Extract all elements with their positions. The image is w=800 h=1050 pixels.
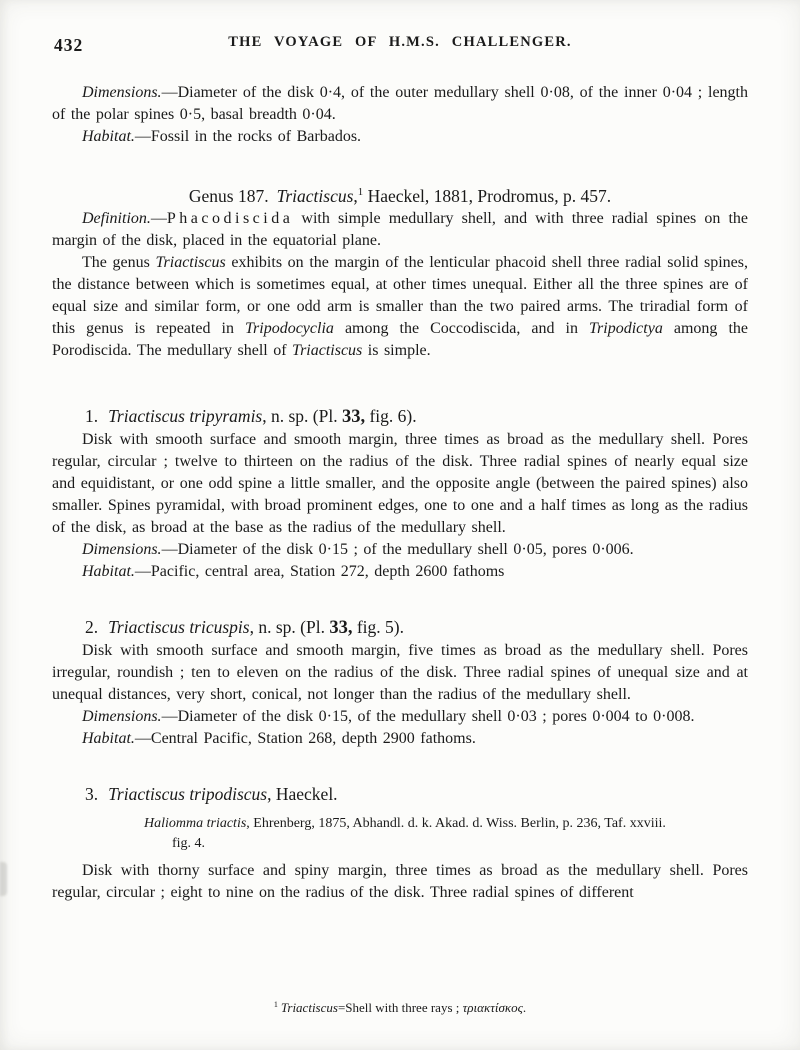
page-number: 432 (54, 35, 84, 55)
species-number: 3. (85, 784, 99, 804)
species-number: 1. (85, 406, 99, 426)
synonym-figure: fig. 4. (172, 836, 206, 851)
plate-number: 33, (341, 407, 366, 427)
genus-name: Triactiscus (276, 186, 354, 206)
scan-artifact (0, 862, 7, 896)
dimensions-text: —Diameter of the disk 0·4, of the outer medullary shell 0·08, of the inner 0·04 ; length of the polar spines 0·5, basal breadth 0·04. (52, 84, 748, 123)
plate-number: 33, (329, 618, 353, 638)
habitat-text: —Fossil in the rocks of Barbados. (134, 128, 362, 145)
genus-name-italic: Tripodocyclia (245, 320, 334, 337)
heading-text: , Haeckel. (267, 784, 338, 804)
synonym-species-name: Haliomma triactis (144, 816, 247, 831)
em-dash: — (150, 210, 167, 227)
species-2-habitat (52, 728, 748, 750)
habitat-label: Habitat. (82, 563, 135, 580)
dimensions-paragraph (52, 82, 748, 126)
synonym-line-1 (144, 814, 748, 834)
dimensions-text: —Diameter of the disk 0·15 ; of the medullary shell 0·05, pores 0·006. (161, 541, 634, 558)
species-3-description: Disk with thorny surface and spiny margin, three times as broad as the medullary shell. Pores regular, circular ; eight to nine on the radius of the disk. Three radial spines of different (52, 862, 748, 901)
genus-number: Genus 187. (188, 186, 269, 206)
species-number: 2. (85, 617, 99, 637)
heading-text: , n. sp. (Pl. (249, 617, 330, 637)
dimensions-label: Dimensions. (82, 84, 162, 101)
footnote (0, 999, 800, 1016)
genus-description (52, 252, 748, 362)
definition-paragraph (52, 208, 748, 252)
family-name-spaced: Phacodiscida (166, 210, 294, 227)
habitat-paragraph (52, 126, 748, 148)
synonym-reference: , Ehrenberg, 1875, Abhandl. d. k. Akad. d. Wiss. Berlin, p. 236, Taf. xxviii. (246, 816, 666, 831)
genus-heading (52, 184, 748, 208)
dimensions-label: Dimensions. (82, 541, 162, 558)
species-1-dimensions (52, 539, 748, 561)
species-1-habitat (52, 561, 748, 583)
text-segment: The genus (82, 254, 156, 271)
genus-name-comma: , (353, 186, 358, 206)
heading-text: , n. sp. (Pl. (262, 406, 342, 426)
definition-label: Definition. (82, 210, 151, 227)
genus-name-italic: Tripodictya (589, 320, 663, 337)
figure-text: fig. 5). (352, 617, 404, 637)
footnote-greek-term: τριακτίσκος (462, 1000, 523, 1015)
text-segment: among the Coccodiscida, and in (333, 320, 590, 337)
footnote-marker: 1 (357, 186, 364, 199)
footnote-genus-name: Triactiscus (280, 1000, 338, 1015)
species-2-description: Disk with smooth surface and smooth margin, five times as broad as the medullary shell. Pores irregular, roundish ; ten to eleven on the radius of the disk. Three radial spines of unequal size and at unequal distances, very short, conical, not longer than the radius of the medullary shell. (52, 642, 748, 703)
species-name: Triactiscus tripyramis (108, 406, 263, 426)
species-1-description: Disk with smooth surface and smooth margin, three times as broad as the medullary shell. Pores regular, circular ; twelve to thirteen on the radius of the disk. Three radial spines of nearly equal size and equidistant, or one odd spine a little smaller, and the opposite angle (between the paired spines) also smaller. Spines pyramidal, with broad prominent edges, one to one and a half times as long as the radius of the disk, as broad at the base as the radius of the medullary shell. (52, 431, 748, 536)
synonym-citation (144, 814, 748, 854)
species-name: Triactiscus tricuspis (108, 617, 250, 637)
species-2-dimensions (52, 706, 748, 728)
footnote-text: =Shell with three rays ; (337, 1000, 463, 1015)
text-segment: is simple. (362, 342, 431, 359)
figure-text: fig. 6). (365, 406, 417, 426)
page-header (52, 34, 748, 56)
habitat-text: —Central Pacific, Station 268, depth 2900 fathoms. (134, 730, 476, 747)
footnote-marker: 1 (273, 999, 278, 1009)
species-2-heading (52, 615, 748, 640)
genus-citation: Haeckel, 1881, Prodromus, p. 457. (363, 186, 612, 206)
text-segment: among the Porodiscida. The medullary shell of (52, 320, 749, 359)
footnote-period: . (522, 1000, 527, 1015)
species-3-heading (52, 782, 748, 806)
text-segment: exhibits on the margin of the lenticular phacoid shell three radial solid spines, the distance between which is sometimes equal, at other times unequal. Either all the three spines are of equal size and similar form, or one odd arm is smaller than the two paired arms. The triradial form of this genus is repeated in (52, 254, 749, 337)
species-1-heading (52, 404, 748, 429)
genus-name-italic: Triactiscus (292, 342, 363, 359)
genus-name-italic: Triactiscus (155, 254, 226, 271)
definition-text: with simple medullary shell, and with three radial spines on the margin of the disk, placed in the equatorial plane. (52, 210, 748, 249)
habitat-label: Habitat. (82, 128, 135, 145)
dimensions-text: —Diameter of the disk 0·15, of the medullary shell 0·03 ; pores 0·004 to 0·008. (161, 708, 695, 725)
dimensions-label: Dimensions. (82, 708, 162, 725)
habitat-label: Habitat. (82, 730, 135, 747)
running-title: THE VOYAGE OF H.M.S. CHALLENGER. (228, 34, 572, 50)
habitat-text: —Pacific, central area, Station 272, depth 2600 fathoms (134, 563, 505, 580)
species-name: Triactiscus tripodiscus (108, 784, 268, 804)
